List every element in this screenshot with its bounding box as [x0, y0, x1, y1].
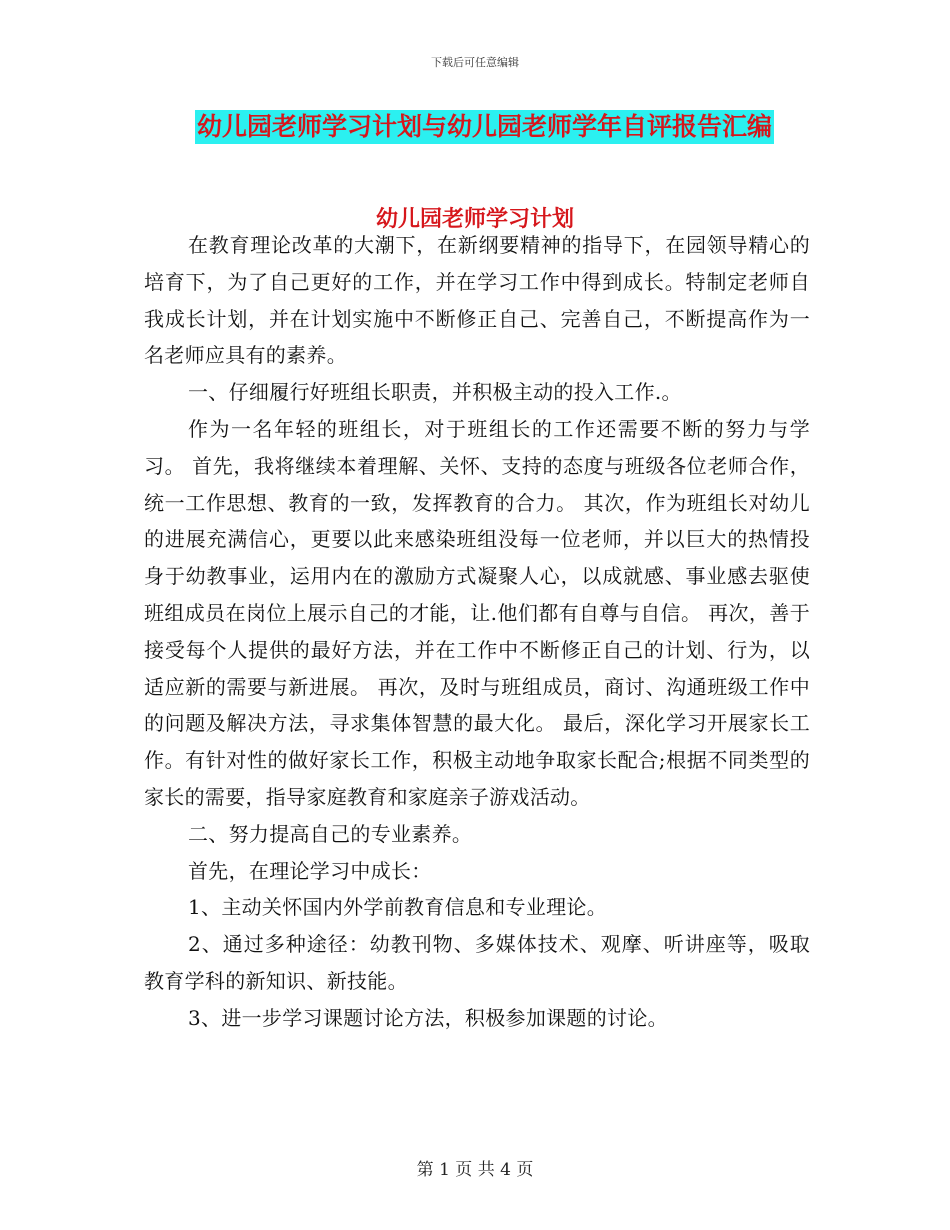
paragraph: 二、努力提高自己的专业素养。 — [188, 821, 473, 846]
paragraph: 一、仔细履行好班组长职责，并积极主动的投入工作.。 — [188, 380, 682, 405]
body-text — [144, 227, 810, 1037]
paragraph: 首先，在理论学习中成长： — [188, 858, 432, 883]
paragraph: 2、通过多种途径：幼教刊物、多媒体技术、观摩、听讲座等，吸取教育学科的新知识、新技能。 — [144, 932, 810, 993]
paragraph: 1、主动关怀国内外学前教育信息和专业理论。 — [188, 895, 608, 920]
page-footer: 第 1 页 共 4 页 — [416, 1160, 534, 1180]
header-note: 下载后可任意编辑 — [431, 56, 519, 69]
paragraph: 作为一名年轻的班组长，对于班组长的工作还需要不断的努力与学习。 首先，我将继续本着理解、关怀、支持的态度与班级各位老师合作，统一工作思想、教育的一致，发挥教育的合力。 其次，作为班组长对幼儿的进展充满信心，更要以此来感染班组没每一位老师，并以巨大的热情投身于幼教事业，运用内在的激励方式凝聚人心，以成就感、事业感去驱使班组成员在岗位上展示自己的才能，让.他们都有自尊与自信。 再次，善于接受每个人提供的最好方法，并在工作中不断修正自己的计划、行为，以适应新的需要与新进展。 再次，及时与班组成员，商讨、沟通班级工作中的问题及解决方法，寻求集体智慧的最大化。 最后，深化学习开展家长工作。有针对性的做好家长工作，积极主动地争取家长配合;根据不同类型的家长的需要，指导家庭教育和家庭亲子游戏活动。 — [144, 416, 810, 809]
paragraph: 在教育理论改革的大潮下，在新纲要精神的指导下，在园领导精心的培育下，为了自己更好的工作，并在学习工作中得到成长。特制定老师自我成长计划，并在计划实施中不断修正自己、完善自己，不断提高作为一名老师应具有的素养。 — [144, 233, 810, 368]
paragraph: 3、进一步学习课题讨论方法，积极参加课题的讨论。 — [188, 1005, 668, 1030]
section-title: 幼儿园老师学习计划 — [375, 207, 574, 232]
document-title: 幼儿园老师学习计划与幼儿园老师学年自评报告汇编 — [195, 110, 774, 144]
